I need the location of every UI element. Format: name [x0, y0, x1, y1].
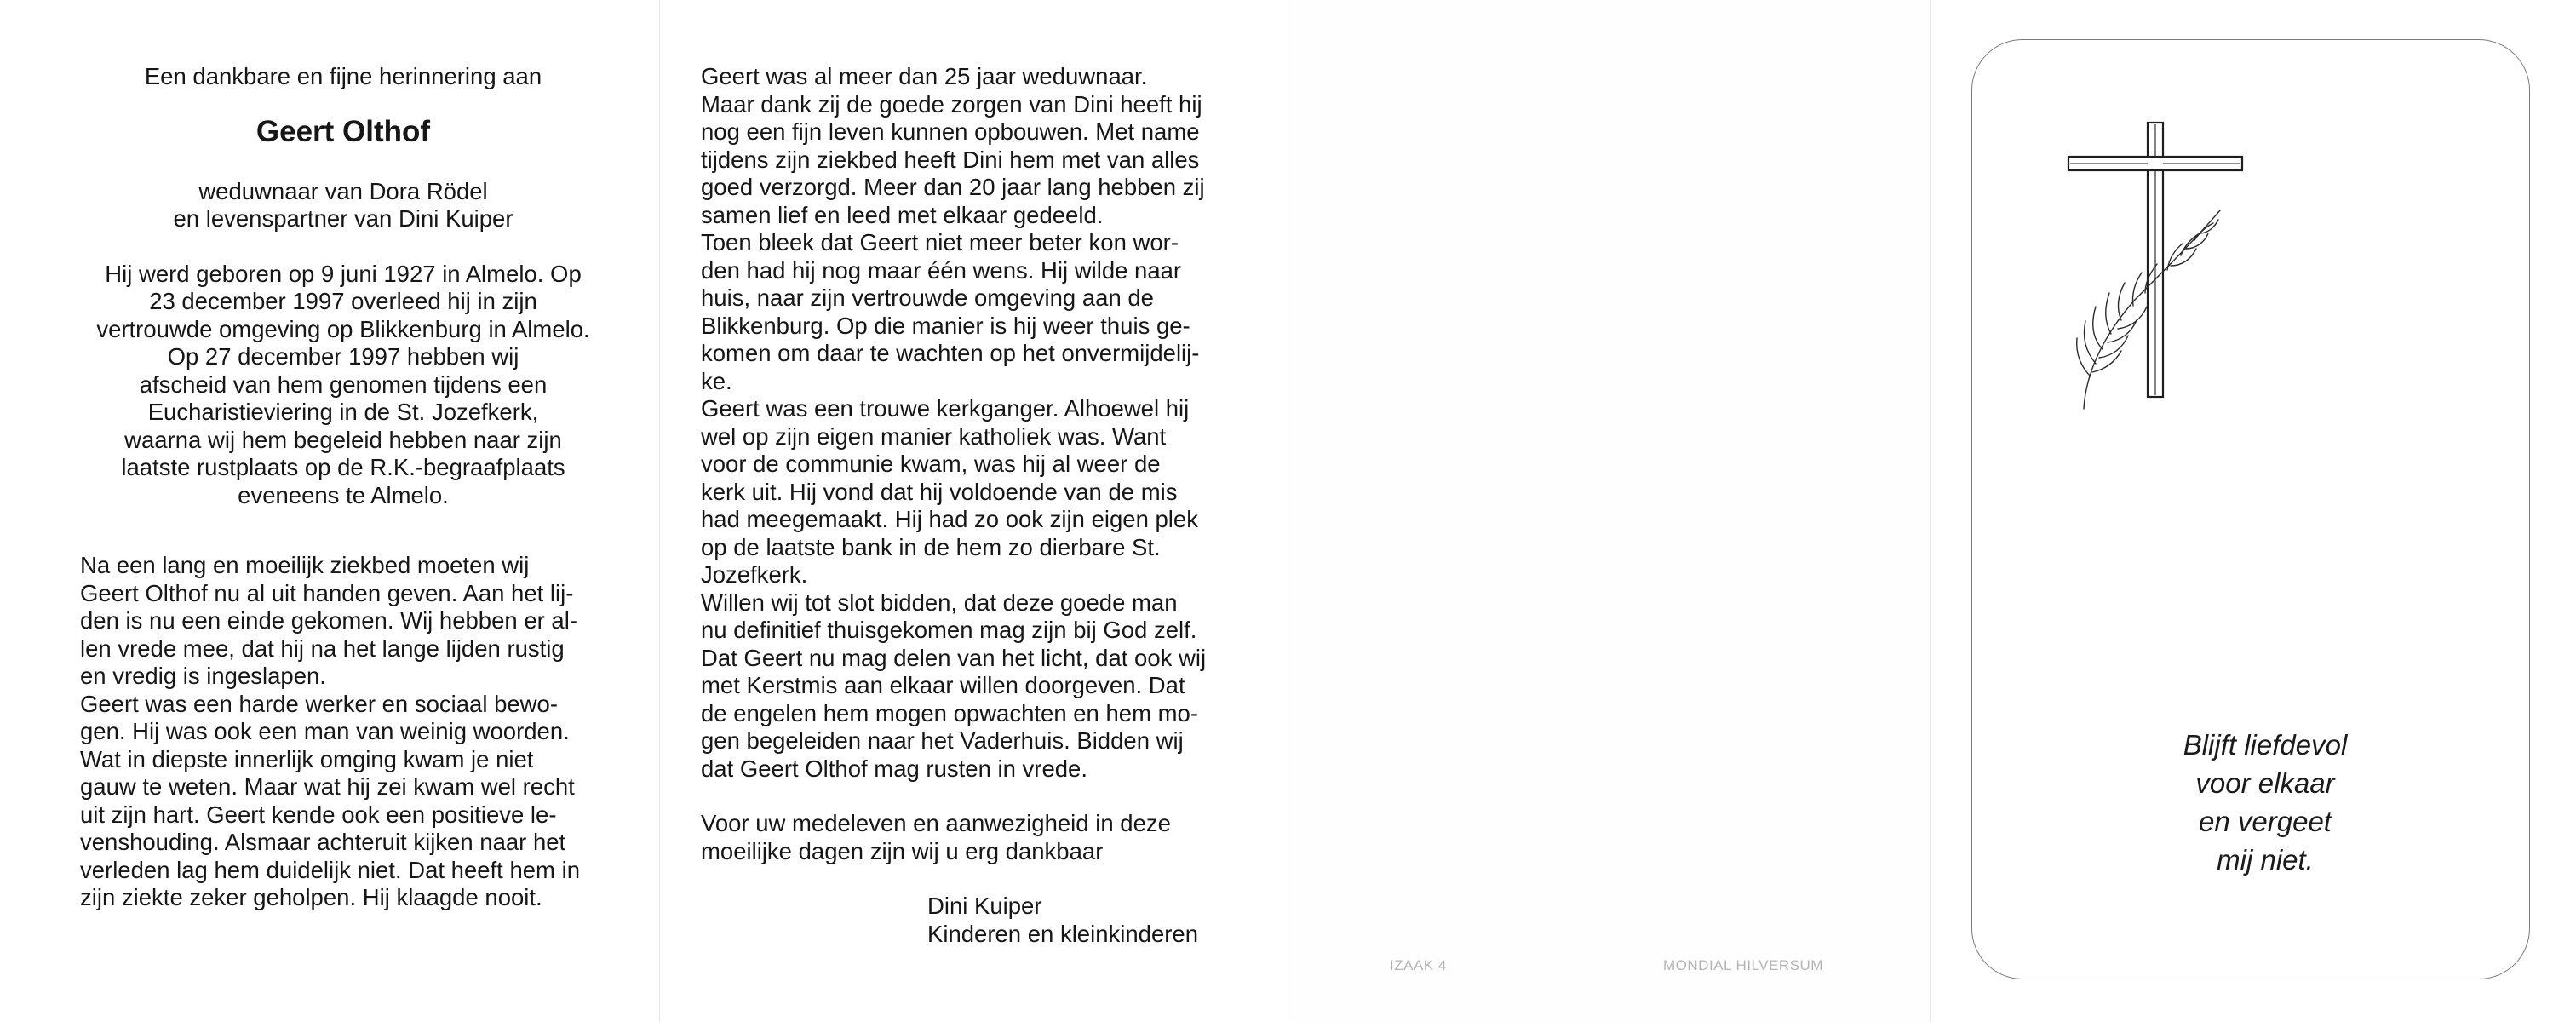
printer-name: MONDIAL HILVERSUM	[1663, 957, 1823, 973]
text-line: Maar dank zij de goede zorgen van Dini heeft hij	[701, 90, 1202, 118]
paragraph-prayer	[701, 589, 1226, 784]
biography-line: waarna wij hem begeleid hebben naar zijn	[124, 426, 562, 453]
panel1-content	[80, 63, 606, 509]
text-line: nog een fijn leven kunnen opbouwen. Met name	[701, 118, 1200, 145]
text-line: dat Geert Olthof mag rusten in vrede.	[701, 755, 1087, 782]
text-line: de engelen hem mogen opwachten en hem mo-	[701, 699, 1198, 726]
biography-line: Op 27 december 1997 hebben wij	[167, 343, 519, 370]
text-line: Geert was een trouwe kerkganger. Alhoewel hij	[701, 395, 1190, 422]
text-line: goed verzorgd. Meer dan 20 jaar lang hebben zij	[701, 174, 1205, 200]
text-line: Blikkenburg. Op die manier is hij weer thuis ge-	[701, 312, 1190, 339]
panel1-body	[80, 552, 606, 912]
biography-line: vertrouwde omgeving op Blikkenburg in Almelo.	[96, 315, 590, 342]
text-line: kerk uit. Hij vond dat hij voldoende van de mis	[701, 478, 1178, 505]
biography-line: 23 december 1997 overleed hij in zijn	[149, 288, 537, 314]
panel-left	[0, 0, 660, 1022]
text-line: samen lief en leed met elkaar gedeeld.	[701, 201, 1104, 228]
panel-front	[1931, 0, 2576, 1022]
text-line: had meegemaakt. Hij had zo ook zijn eigen plek	[701, 506, 1198, 532]
paragraph-wish	[701, 229, 1226, 395]
text-line: ke.	[701, 367, 732, 394]
text-line: den is nu een einde gekomen. Wij hebben er al-	[80, 607, 577, 634]
text-line: Willen wij tot slot bidden, dat deze goede man	[701, 589, 1178, 616]
deceased-name: Geert Olthof	[255, 114, 431, 148]
paragraph-character	[80, 691, 606, 912]
signature-line: Kinderen en kleinkinderen	[927, 920, 1198, 947]
biography-line: eveneens te Almelo.	[238, 481, 449, 508]
text-line: venshouding. Alsmaar achteruit kijken naar het	[80, 829, 566, 855]
text-line: Geert was al meer dan 25 jaar weduwnaar.	[701, 63, 1148, 89]
biography-line: afscheid van hem genomen tijdens een	[139, 370, 548, 398]
text-line: komen om daar te wachten op het onvermijdelij-	[701, 340, 1200, 366]
text-line: Voor uw medeleven en aanwezigheid in deze	[701, 810, 1171, 836]
intro-line: Een dankbare en fijne herinnering aan	[144, 63, 542, 89]
text-line: gen begeleiden naar het Vaderhuis. Bidden wij	[701, 727, 1184, 754]
paragraph-church	[701, 395, 1226, 589]
text-line: Dat Geert nu mag delen van het licht, dat ook wij	[701, 644, 1207, 671]
motto-line: Blijft liefdevol	[2183, 729, 2348, 761]
text-line: den had hij nog maar één wens. Hij wilde naar	[701, 256, 1182, 284]
text-line: Wat in diepste innerlijk omging kwam je niet	[80, 745, 534, 772]
text-line: gauw te weten. Maar wat hij zei kwam wel recht	[80, 773, 575, 800]
biography-line: laatste rustplaats op de R.K.-begraafplaats	[121, 454, 565, 480]
text-line: Jozefkerk.	[701, 561, 808, 588]
text-line: met Kerstmis aan elkaar willen doorgeven. Dat	[701, 672, 1185, 698]
motto-line: mij niet.	[2217, 844, 2314, 876]
text-line: Na een lang en moeilijk ziekbed moeten wij	[80, 552, 530, 578]
paragraph-illness	[80, 552, 606, 691]
panel-back	[1294, 0, 1931, 1022]
thanks-block	[701, 810, 1226, 865]
text-line: voor de communie kwam, was hij al weer de	[701, 451, 1161, 477]
text-line: uit zijn hart. Geert kende ook een positieve le-	[80, 801, 557, 828]
signature-block	[927, 893, 1226, 948]
cross-palm-icon	[2067, 121, 2263, 415]
panel-middle	[660, 0, 1294, 1022]
text-line: wel op zijn eigen manier katholiek was. Want	[701, 422, 1167, 450]
text-line: nu definitief thuisgekomen mag zijn bij God zelf.	[701, 617, 1197, 643]
printer-code: IZAAK 4	[1390, 957, 1447, 973]
text-line: Geert was een harde werker en sociaal bewo-	[80, 690, 558, 717]
text-line: tijdens zijn ziekbed heeft Dini hem met van alles	[701, 146, 1200, 173]
text-line: moeilijke dagen zijn wij u erg dankbaar	[701, 837, 1104, 864]
biography-block	[80, 261, 606, 510]
paragraph-widower	[701, 63, 1226, 229]
text-line: gen. Hij was ook een man van weinig woorden.	[80, 718, 570, 744]
motto-line: voor elkaar	[2195, 767, 2335, 799]
text-line: zijn ziekte zeker geholpen. Hij klaagde nooit.	[80, 884, 542, 910]
relation-line: weduwnaar van Dora Rödel	[198, 177, 488, 204]
biography-line: Eucharistieviering in de St. Jozefkerk,	[147, 399, 539, 425]
panel2-content	[701, 63, 1226, 948]
signature-line: Dini Kuiper	[927, 893, 1042, 919]
text-line: en vredig is ingeslapen.	[80, 663, 326, 689]
text-line: Toen bleek dat Geert niet meer beter kon wor-	[701, 229, 1179, 256]
biography-line: Hij werd geboren op 9 juni 1927 in Almelo. Op	[105, 260, 582, 287]
text-line: huis, naar zijn vertrouwde omgeving aan de	[701, 284, 1154, 311]
text-line: Geert Olthof nu al uit handen geven. Aan het lij-	[80, 579, 574, 606]
text-line: verleden lag hem duidelijk niet. Dat heeft hem in	[80, 856, 581, 883]
relation-line: en levenspartner van Dini Kuiper	[173, 205, 513, 232]
motto	[2091, 726, 2440, 879]
text-line: len vrede mee, dat hij na het lange lijden rustig	[80, 634, 565, 662]
motto-line: en vergeet	[2199, 806, 2332, 837]
text-line: op de laatste bank in de hem zo dierbare St.	[701, 533, 1161, 560]
